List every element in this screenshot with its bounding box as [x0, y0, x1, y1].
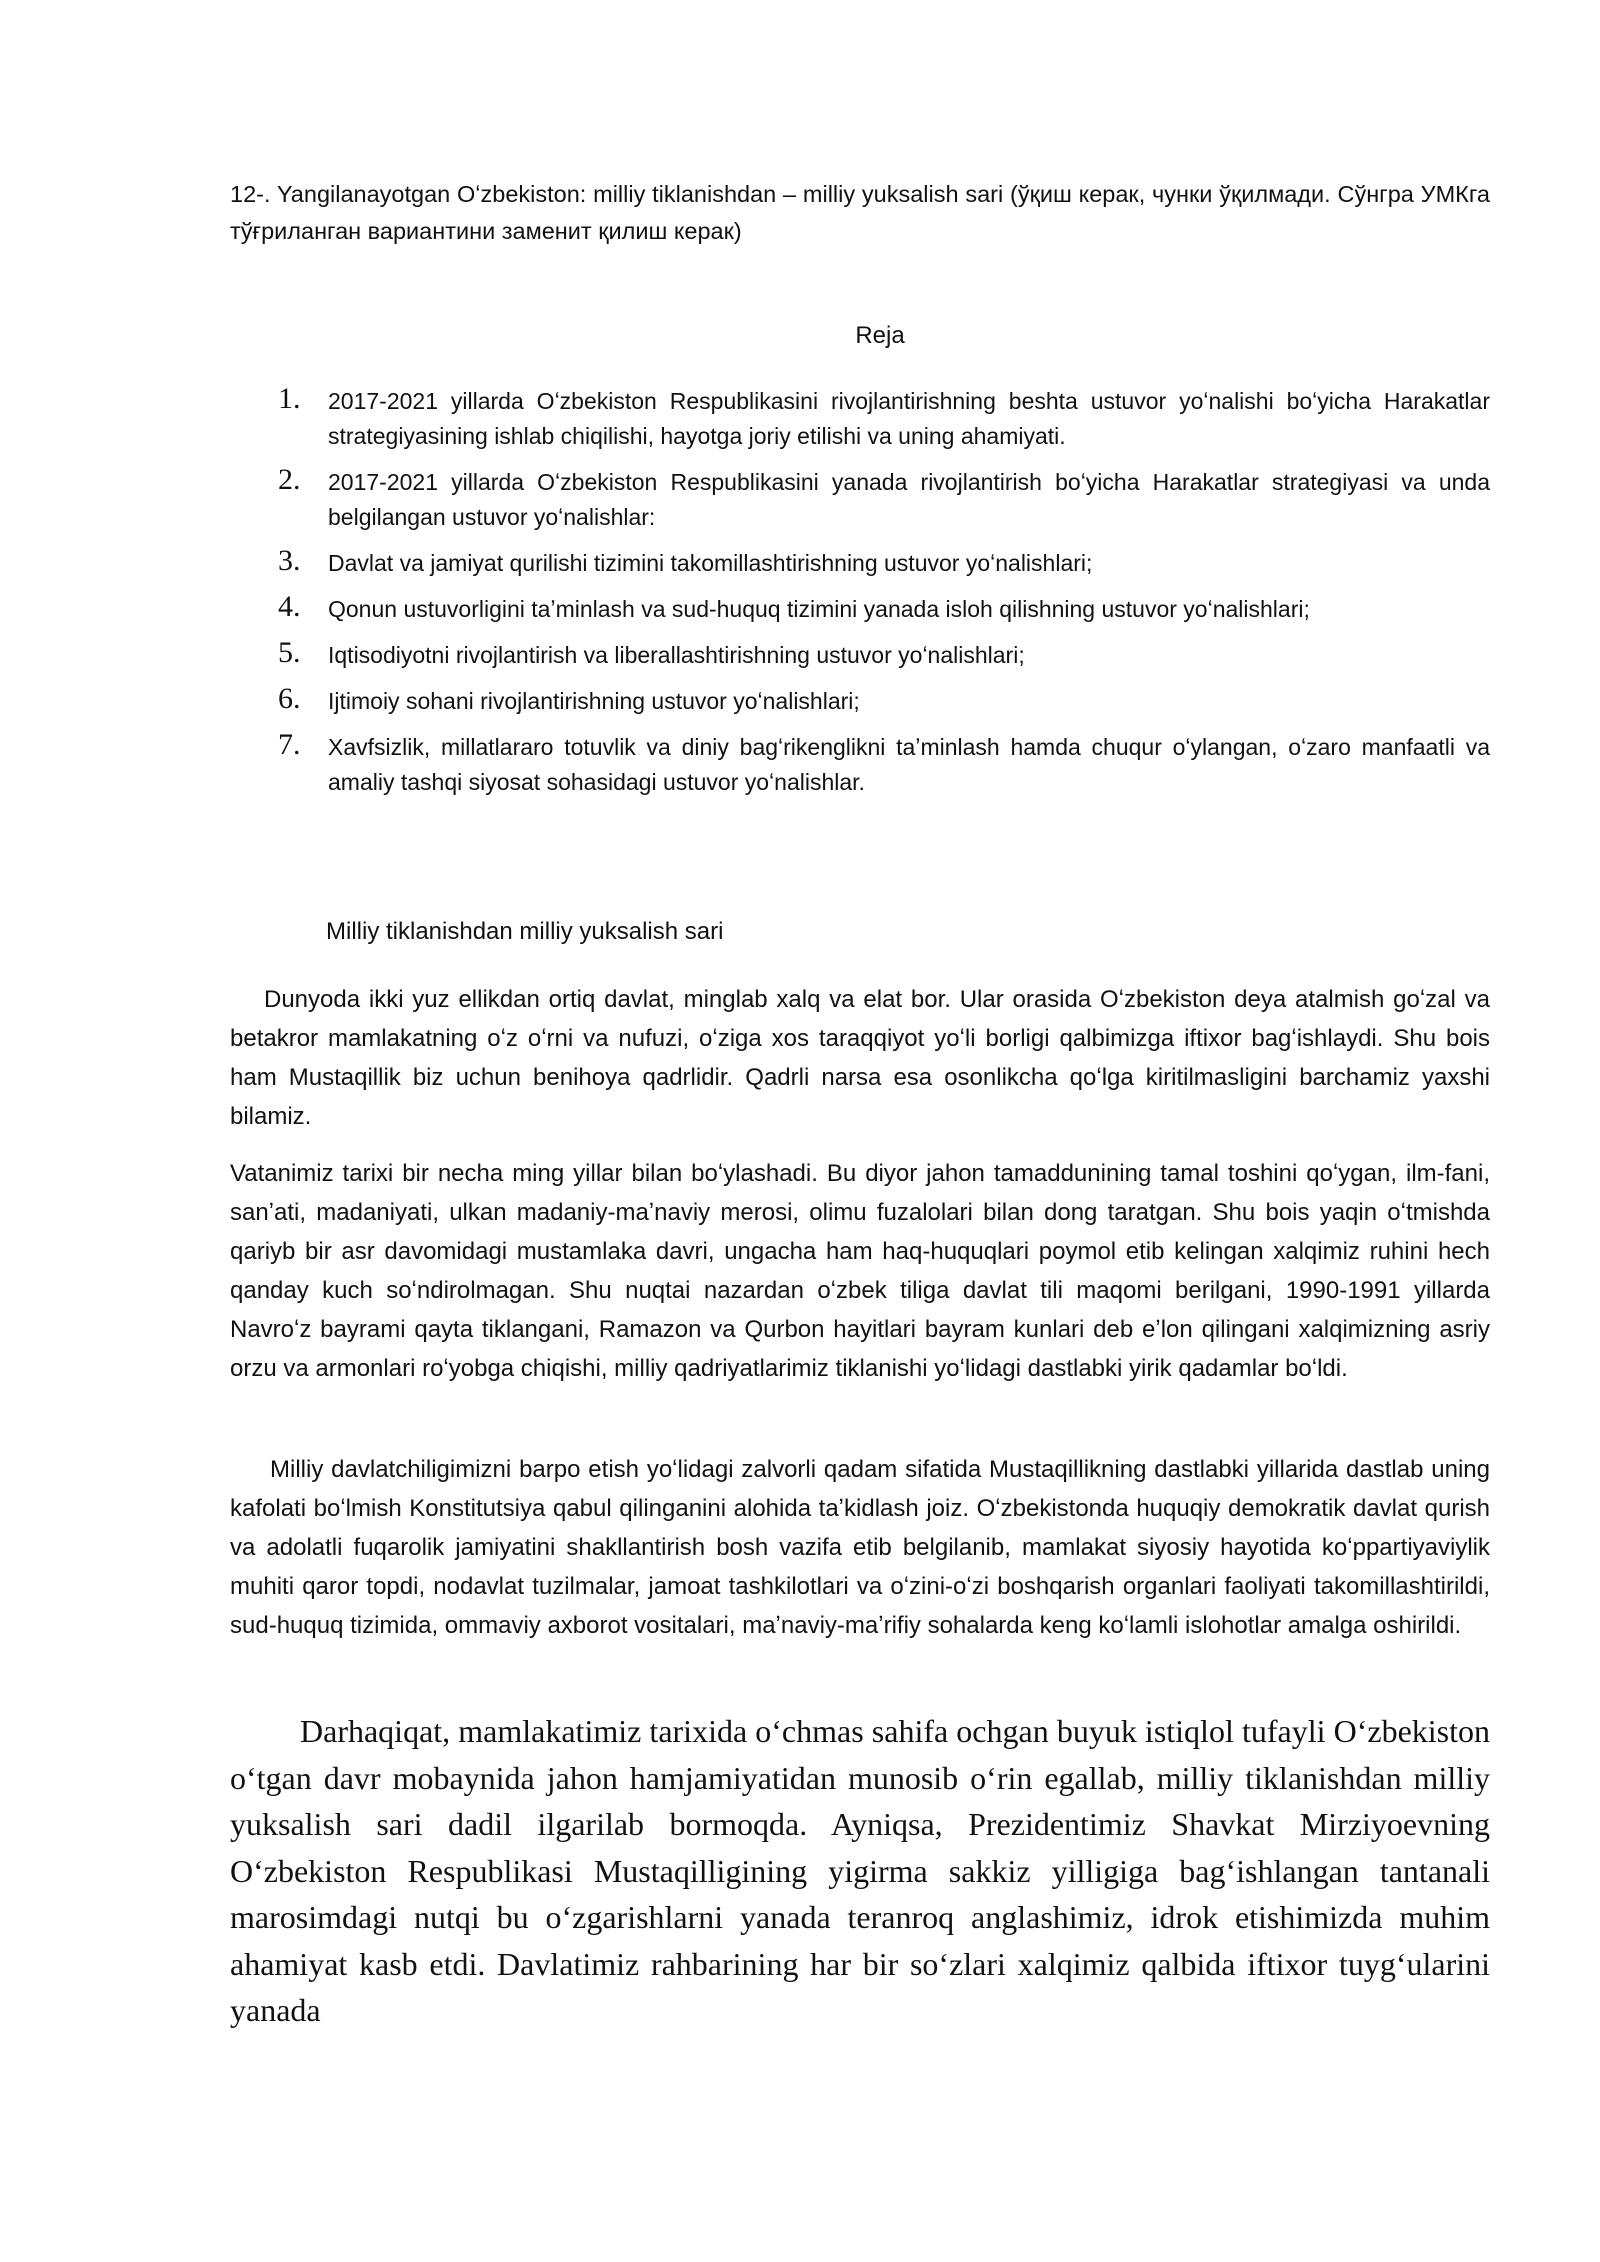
plan-item-text: Davlat va jamiyat qurilishi tizimini takomillashtirishning ustuvor yoʻnalishlari; [328, 550, 1093, 576]
body-paragraph: Darhaqiqat, mamlakatimiz tarixida oʻchmas sahifa ochgan buyuk istiqlol tufayli Oʻzbekiston oʻtgan davr mobaynida jahon hamjamiyatidan munosib oʻrin egallab, milliy tiklanishdan milliy yuksalish sari dadil ilgarilab bormoqda. Ayniqsa, Prezidentimiz Shavkat Mirziyoevning Oʻzbekiston Respublikasi Mustaqilligining yigirma sakkiz yilligiga bagʻishlangan tantanali marosimdagi nutqi bu oʻzgarishlarni yanada teranroq anglashimiz, idrok etishimizda muhim ahamiyat kasb etdi. Davlatimiz rahbarining har bir soʻzlari xalqimiz qalbida iftixor tuygʻularini yanada [230, 1713, 1490, 2028]
plan-item-text: Iqtisodiyotni rivojlantirish va liberallashtirishning ustuvor yoʻnalishlari; [328, 642, 1025, 668]
plan-item [270, 546, 1490, 581]
plan-item-number: 5. [278, 636, 301, 669]
plan-item-text: Ijtimoiy sohani rivojlantirishning ustuvor yoʻnalishlari; [328, 688, 860, 714]
body-paragraph: Vatanimiz tarixi bir necha ming yillar bilan boʻylashadi. Bu diyor jahon tamaddunining tamal toshini qoʻygan, ilm-fani, sanʼati, madaniyati, ulkan madaniy-maʼnaviy merosi, olimu fuzalolari bilan dong taratgan. Shu bois yaqin oʻtmishda qariyb bir asr davomidagi mustamlaka davri, ungacha ham haq-huquqlari poymol etib kelingan xalqimiz ruhini hech qanday kuch soʻndirolmagan. Shu nuqtai nazardan oʻzbek tiliga davlat tili maqomi berilgani, 1990-1991 yillarda Navroʻz bayrami qayta tiklangani, Ramazon va Qurbon hayitlari bayram kunlari deb eʼlon qilingani xalqimizning asriy orzu va armonlari roʻyobga chiqishi, milliy qadriyatlarimiz tiklanishi yoʻlidagi dastlabki yirik qadamlar boʻldi. [230, 1160, 1490, 1382]
plan-item [270, 684, 1490, 719]
header-note: 12-. Yangilanayotgan Oʻzbekiston: milliy tiklanishdan – milliy yuksalish sari (ўқиш керак, чунки ўқилмади. Сўнгра УМКга тўғриланган вариантини заменит қилиш керак) [230, 180, 1490, 244]
plan-item-text: 2017-2021 yillarda Oʻzbekiston Respublikasini yanada rivojlantirish boʻyicha Harakatlar strategiyasi va unda belgilangan ustuvor yoʻnalishlar: [328, 469, 1490, 530]
plan-item [270, 465, 1490, 535]
body-paragraph: Milliy davlatchiligimizni barpo etish yoʻlidagi zalvorli qadam sifatida Mustaqillikning dastlabki yillarida dastlab uning kafolati boʻlmish Konstitutsiya qabul qilinganini alohida taʼkidlash joiz. Oʻzbekistonda huquqiy demokratik davlat qurish va adolatli fuqarolik jamiyatini shakllantirish bosh vazifa etib belgilanib, mamlakat siyosiy hayotida koʻppartiyaviylik muhiti qaror topdi, nodavlat tuzilmalar, jamoat tashkilotlari va oʻzini-oʻzi boshqarish organlari faoliyati takomillashtirildi, sud-huquq tizimida, ommaviy axborot vositalari, maʼnaviy-maʼrifiy sohalarda keng koʻlamli islohotlar amalga oshirildi. [230, 1456, 1490, 1639]
plan-item-number: 2. [278, 463, 301, 496]
plan-item [270, 730, 1490, 800]
plan-item-number: 7. [278, 728, 301, 761]
plan-item-text: Qonun ustuvorligini taʼminlash va sud-huquq tizimini yanada isloh qilishning ustuvor yoʻnalishlari; [328, 596, 1310, 622]
body-paragraph: Dunyoda ikki yuz ellikdan ortiq davlat, minglab xalq va elat bor. Ular orasida Oʻzbekiston deya atalmish goʻzal va betakror mamlakatning oʻz oʻrni va nufuzi, oʻziga xos taraqqiyot yoʻli borligi qalbimizga iftixor bagʻishlaydi. Shu bois ham Mustaqillik biz uchun benihoya qadrlidir. Qadrli narsa esa osonlikcha qoʻlga kiritilmasligini barchamiz yaxshi bilamiz. [230, 986, 1490, 1130]
plan-list [270, 384, 1490, 811]
plan-item-number: 6. [278, 682, 301, 715]
section-heading: Milliy tiklanishdan milliy yuksalish sari [326, 918, 724, 945]
plan-item [270, 638, 1490, 673]
plan-item-number: 4. [278, 590, 301, 623]
plan-item [270, 592, 1490, 627]
plan-item [270, 384, 1490, 454]
plan-item-number: 3. [278, 544, 301, 577]
plan-item-number: 1. [278, 382, 301, 415]
plan-item-text: Xavfsizlik, millatlararo totuvlik va diniy bagʻrikenglikni taʼminlash hamda chuqur oʻylangan, oʻzaro manfaatli va amaliy tashqi siyosat sohasidagi ustuvor yoʻnalishlar. [328, 734, 1490, 795]
plan-item-text: 2017-2021 yillarda Oʻzbekiston Respublikasini rivojlantirishning beshta ustuvor yoʻnalishi boʻyicha Harakatlar strategiyasining ishlab chiqilishi, hayotga joriy etilishi va uning ahamiyati. [328, 388, 1490, 449]
plan-title: Reja [855, 322, 905, 349]
